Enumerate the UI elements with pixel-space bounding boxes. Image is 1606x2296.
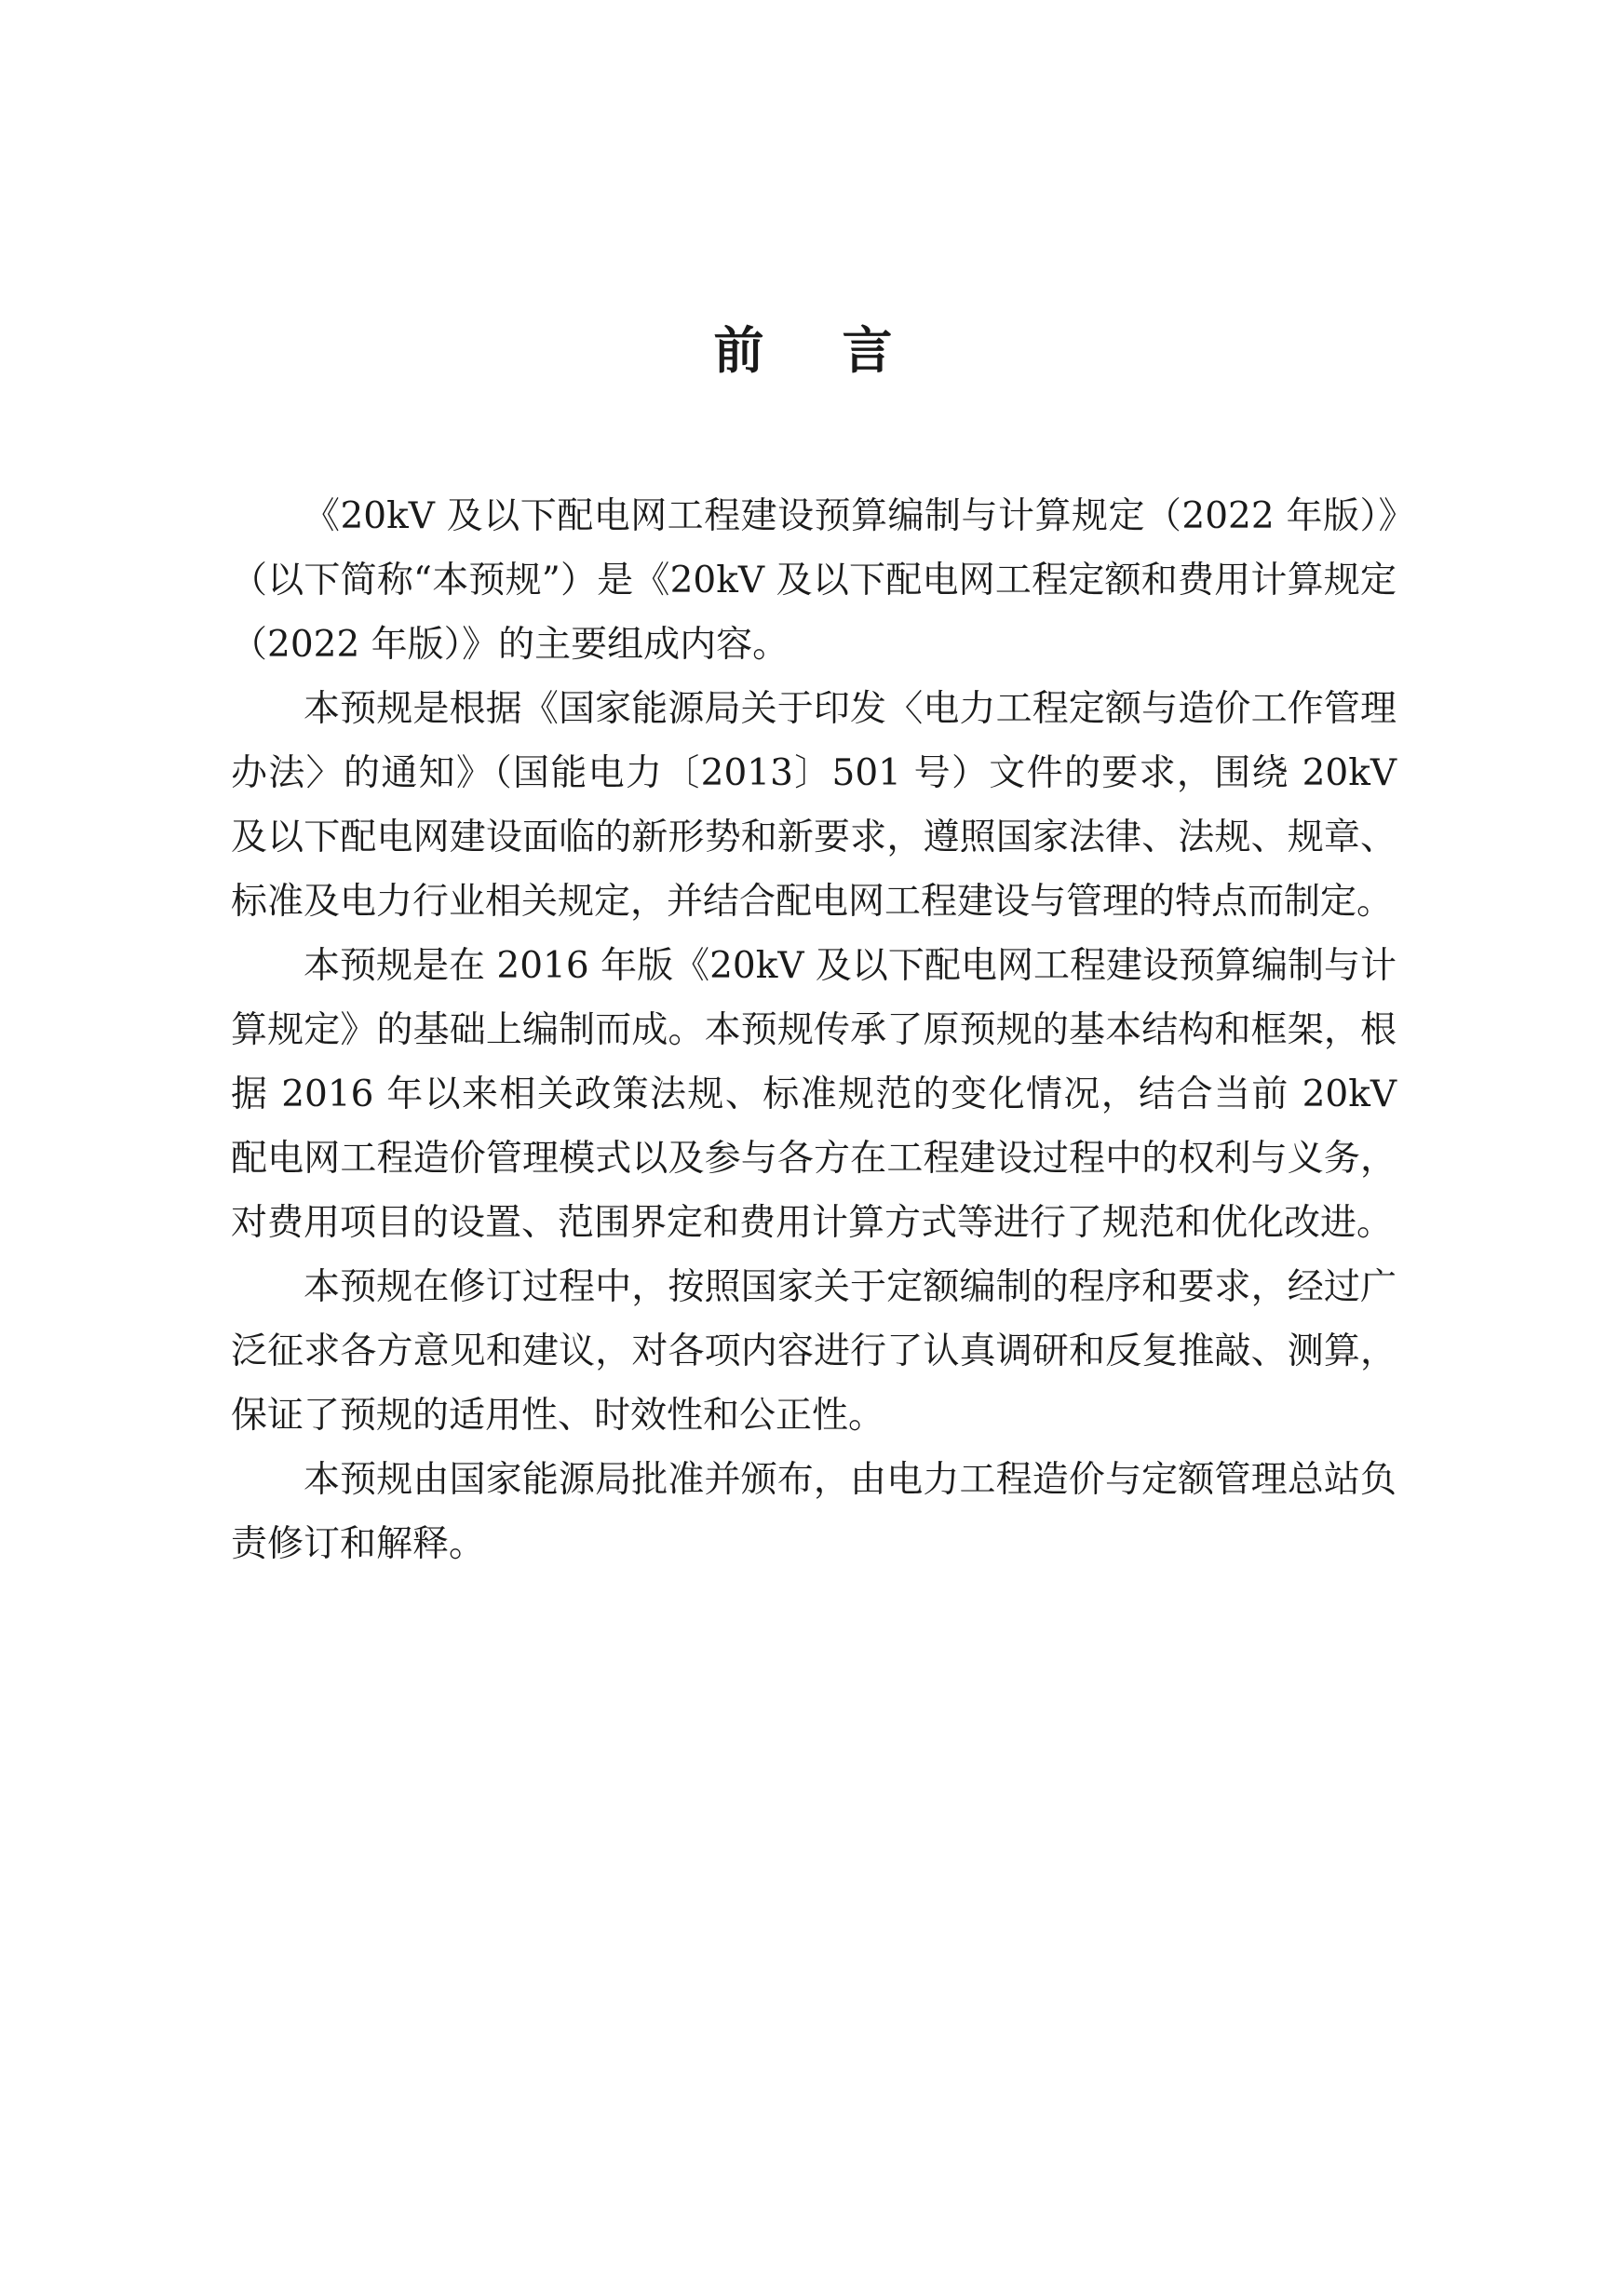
preface-paragraph: 本预规在修订过程中，按照国家关于定额编制的程序和要求，经过广泛征求各方意见和建议，对各项内容进行了认真调研和反复推敲、测算，保证了预规的适用性、时效性和公正性。 bbox=[231, 1266, 1397, 1437]
preface-paragraph: 本预规由国家能源局批准并颁布，由电力工程造价与定额管理总站负责修订和解释。 bbox=[231, 1459, 1397, 1565]
page-title bbox=[0, 321, 1606, 380]
title-char: 言 bbox=[842, 321, 893, 380]
title-char: 前 bbox=[713, 321, 764, 380]
preface-body bbox=[231, 484, 1397, 1576]
preface-paragraph: 本预规是根据《国家能源局关于印发〈电力工程定额与造价工作管理办法〉的通知》（国能电力〔2013〕501 号）文件的要求，围绕 20kV 及以下配电网建设面临的新形势和新要求，遵照国家法律、法规、规章、标准及电力行业相关规定，并结合配电网工程建设与管理的特点而制定。 bbox=[231, 688, 1397, 923]
preface-paragraph: 《20kV 及以下配电网工程建设预算编制与计算规定（2022 年版）》（以下简称“本预规”）是《20kV 及以下配电网工程定额和费用计算规定（2022 年版）》的主要组成内容。 bbox=[231, 495, 1397, 666]
preface-paragraph: 本预规是在 2016 年版《20kV 及以下配电网工程建设预算编制与计算规定》的基础上编制而成。本预规传承了原预规的基本结构和框架，根据 2016 年以来相关政策法规、标准规范的变化情况，结合当前 20kV 配电网工程造价管理模式以及参与各方在工程建设过程中的权利与义务，对费用项目的设置、范围界定和费用计算方式等进行了规范和优化改进。 bbox=[231, 945, 1397, 1244]
